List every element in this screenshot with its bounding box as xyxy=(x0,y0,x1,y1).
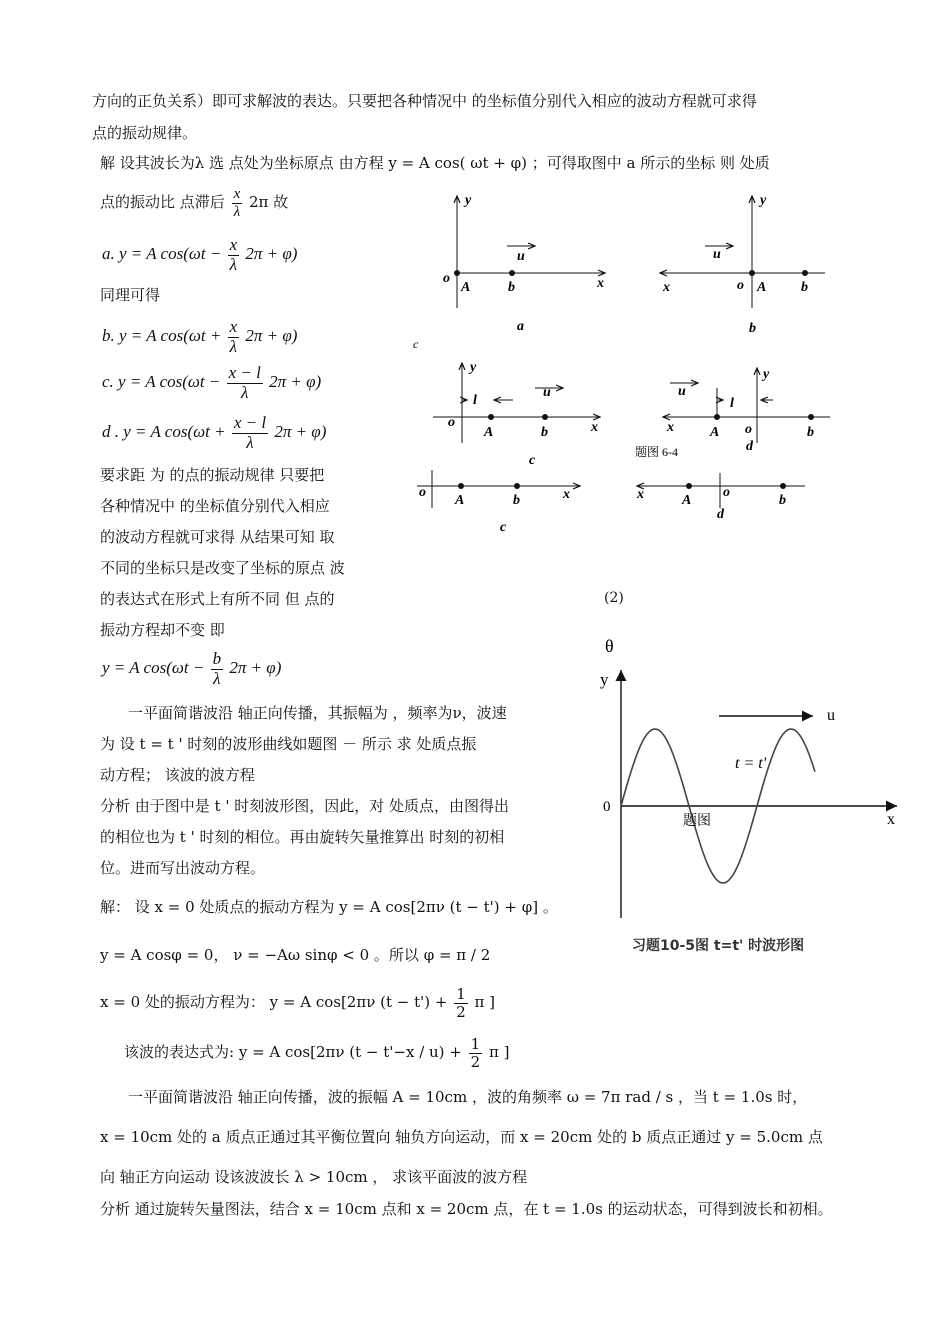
text-line: 位。进而写出波动方程。 xyxy=(100,859,266,877)
numerator: x − l xyxy=(228,363,261,382)
inner-caption: 题图 xyxy=(683,814,711,829)
panel-label: c xyxy=(529,453,536,468)
figure-caption: 习题10-5图 t=t' 时波形图 xyxy=(632,938,805,954)
text-line: 要求距 为 的点的振动规律 只要把 xyxy=(100,466,325,484)
origin-label: o xyxy=(745,422,752,437)
text-line: 方向的正负关系）即可求解波的表达。只要把各种情况中 的坐标值分别代入相应的波动方程就可求得 xyxy=(92,92,757,110)
origin-label: o xyxy=(723,485,730,500)
denominator: λ xyxy=(233,203,241,220)
fraction xyxy=(228,318,240,356)
text-line: 解 设其波长为λ 选 点处为坐标原点 由方程 y = A cos( ωt + φ) ；可得取图中 a 所示的坐标 则 处质 xyxy=(100,154,770,172)
velocity-label: u xyxy=(678,384,686,399)
velocity-label: u xyxy=(543,385,551,400)
numerator: b xyxy=(212,649,222,668)
eq-prefix: c. y = A cos(ωt − xyxy=(102,372,221,392)
text-line: 点的振动规律。 xyxy=(92,124,198,142)
axis-label: x xyxy=(597,276,604,291)
fraction xyxy=(232,414,268,452)
text-line: 分析 通过旋转矢量图法，结合 x = 10cm 点和 x = 20cm 点，在 t = 1.0s 的运动状态，可得到波长和初相。 xyxy=(100,1200,833,1218)
point-label: A xyxy=(757,280,767,295)
axis-label: x xyxy=(563,487,570,502)
text-line: 动方程； 该波的波方程 xyxy=(100,766,255,784)
text-line: 一平面简谐波沿 轴正向传播，波的振幅 A = 10cm ，波的角频率 ω = 7π rad / s ，当 t = 1.0s 时， xyxy=(128,1088,808,1106)
figure-10-5 xyxy=(595,630,905,960)
numerator: 1 xyxy=(456,985,466,1003)
length-label: l xyxy=(473,393,477,408)
origin-label: o xyxy=(737,278,744,293)
point-label: A xyxy=(484,425,494,440)
text-line: 一平面简谐波沿 轴正向传播，其振幅为 ，频率为ν，波速 xyxy=(128,704,507,722)
text-line xyxy=(100,186,288,220)
fraction xyxy=(227,364,263,402)
length-label: l xyxy=(730,396,734,411)
axis-label: y xyxy=(465,193,472,208)
text-line: 为 设 t = t ' 时刻的波形曲线如题图 － 所示 求 处质点振 xyxy=(100,735,477,753)
text-line: 向 轴正方向运动 设该波波长 λ > 10cm ， 求该平面波的波方程 xyxy=(100,1168,528,1186)
point-label: b xyxy=(779,493,786,508)
equation-b xyxy=(102,318,297,356)
axis-label: y xyxy=(760,193,767,208)
point-label: b xyxy=(513,493,520,508)
text-fragment: 2π 故 xyxy=(249,193,289,211)
axis-label: x xyxy=(591,420,598,435)
velocity-label: u xyxy=(827,707,835,724)
axis-label: x xyxy=(667,420,674,435)
denominator: 2 xyxy=(456,1002,466,1021)
figure-6-4 xyxy=(405,188,845,533)
text-fragment: x = 0 处的振动方程为： y = A cos[2πν (t − t') + xyxy=(100,993,448,1011)
fraction xyxy=(454,986,468,1020)
text-fragment: 点的振动比 点滞后 xyxy=(100,193,225,211)
panel-label: a xyxy=(517,319,524,334)
panel-c2 xyxy=(417,470,580,533)
text-fragment: π ] xyxy=(474,993,496,1011)
equation-c xyxy=(102,364,321,402)
denominator: λ xyxy=(241,382,249,402)
panel-label: c xyxy=(500,520,507,533)
equation-d xyxy=(102,414,326,452)
fraction xyxy=(469,1036,483,1070)
eq-prefix: a. y = A cos(ωt − xyxy=(102,244,222,264)
axis-label: x xyxy=(663,280,670,295)
fraction xyxy=(228,236,240,274)
figure-marker: (2) xyxy=(604,590,624,606)
denominator: λ xyxy=(213,668,221,688)
eq-prefix: d . y = A cos(ωt + xyxy=(102,422,226,442)
origin-label: o xyxy=(448,415,455,430)
axis-label: y xyxy=(600,670,609,689)
point-label: b xyxy=(807,425,814,440)
eq-suffix: 2π + φ) xyxy=(245,244,298,264)
panel-label: d xyxy=(717,507,724,522)
text-line: 不同的坐标只是改变了坐标的原点 波 xyxy=(100,559,345,577)
axis-label: x xyxy=(637,487,644,502)
text-line: x = 10cm 处的 a 质点正通过其平衡位置向 轴负方向运动，而 x = 20cm 处的 b 质点正通过 y = 5.0cm 点 xyxy=(100,1128,823,1146)
denominator: 2 xyxy=(470,1052,481,1071)
text-line: 的波动方程就可求得 从结果可知 取 xyxy=(100,528,335,546)
denominator: λ xyxy=(229,336,238,356)
eq-suffix: 2π + φ) xyxy=(245,326,298,346)
text-line: 同理可得 xyxy=(100,286,161,304)
velocity-label: u xyxy=(713,247,721,262)
point-label: A xyxy=(461,280,471,295)
text-line: 的表达式在形式上有所不同 但 点的 xyxy=(100,590,335,608)
axis-label: x xyxy=(887,811,895,828)
axis-label: y xyxy=(470,360,477,375)
point-label: A xyxy=(682,493,692,508)
panel-label: d xyxy=(746,439,753,454)
fraction xyxy=(211,650,224,688)
text-line: 分析 由于图中是 t ' 时刻波形图，因此，对 处质点，由图得出 xyxy=(100,797,509,815)
theta-label: θ xyxy=(605,636,614,656)
numerator: x − l xyxy=(233,413,267,432)
origin-label: o xyxy=(443,271,450,286)
time-label: t = t' xyxy=(735,755,767,772)
text-line: 各种情况中 的坐标值分别代入相应 xyxy=(100,497,330,515)
denominator: λ xyxy=(229,254,238,274)
point-label: b xyxy=(541,425,548,440)
point-label: A xyxy=(710,425,720,440)
panel-c xyxy=(433,360,600,468)
origin-label: o xyxy=(419,485,426,500)
axis-label: y xyxy=(763,367,770,382)
denominator: λ xyxy=(246,432,254,452)
panel-a xyxy=(443,193,605,334)
figure-caption: 题图 6-4 xyxy=(635,445,678,459)
eq-suffix: 2π + φ) xyxy=(269,372,322,392)
eq-prefix: y = A cos(ωt − xyxy=(102,658,205,678)
origin-label: 0 xyxy=(603,799,611,815)
text-fragment: 该波的表达式为: y = A cos[2πν (t − t'−x / u) + xyxy=(124,1043,462,1061)
numerator: 1 xyxy=(470,1035,481,1053)
fraction xyxy=(232,186,243,220)
numerator: x xyxy=(229,317,238,336)
text-line: y = A cosφ = 0， ν = −Aω sinφ < 0 。所以 φ = π / 2 xyxy=(100,946,491,964)
numerator: x xyxy=(233,186,241,202)
text-line: 的相位也为 t ' 时刻的相位。再由旋转矢量推算出 时刻的初相 xyxy=(100,828,505,846)
text-line: 振动方程却不变 即 xyxy=(100,621,225,639)
eq-prefix: b. y = A cos(ωt + xyxy=(102,326,222,346)
eq-suffix: 2π + φ) xyxy=(274,422,327,442)
text-line xyxy=(124,1036,509,1070)
point-label: b xyxy=(801,280,808,295)
point-label: b xyxy=(508,280,515,295)
point-label: A xyxy=(455,493,465,508)
equation-a xyxy=(102,236,297,274)
equation-final xyxy=(102,650,281,688)
eq-suffix: 2π + φ) xyxy=(229,658,282,678)
text-line: 解： 设 x = 0 处质点的振动方程为 y = A cos[2πν (t − t') + φ] 。 xyxy=(100,898,558,916)
panel-label: b xyxy=(749,321,756,336)
stray-label: c xyxy=(413,337,419,351)
panel-d2 xyxy=(636,473,805,522)
panel-d xyxy=(663,367,830,454)
numerator: x xyxy=(229,235,238,254)
text-line xyxy=(100,986,495,1020)
velocity-label: u xyxy=(517,249,525,264)
panel-b xyxy=(660,193,825,336)
text-fragment: π ] xyxy=(488,1043,510,1061)
